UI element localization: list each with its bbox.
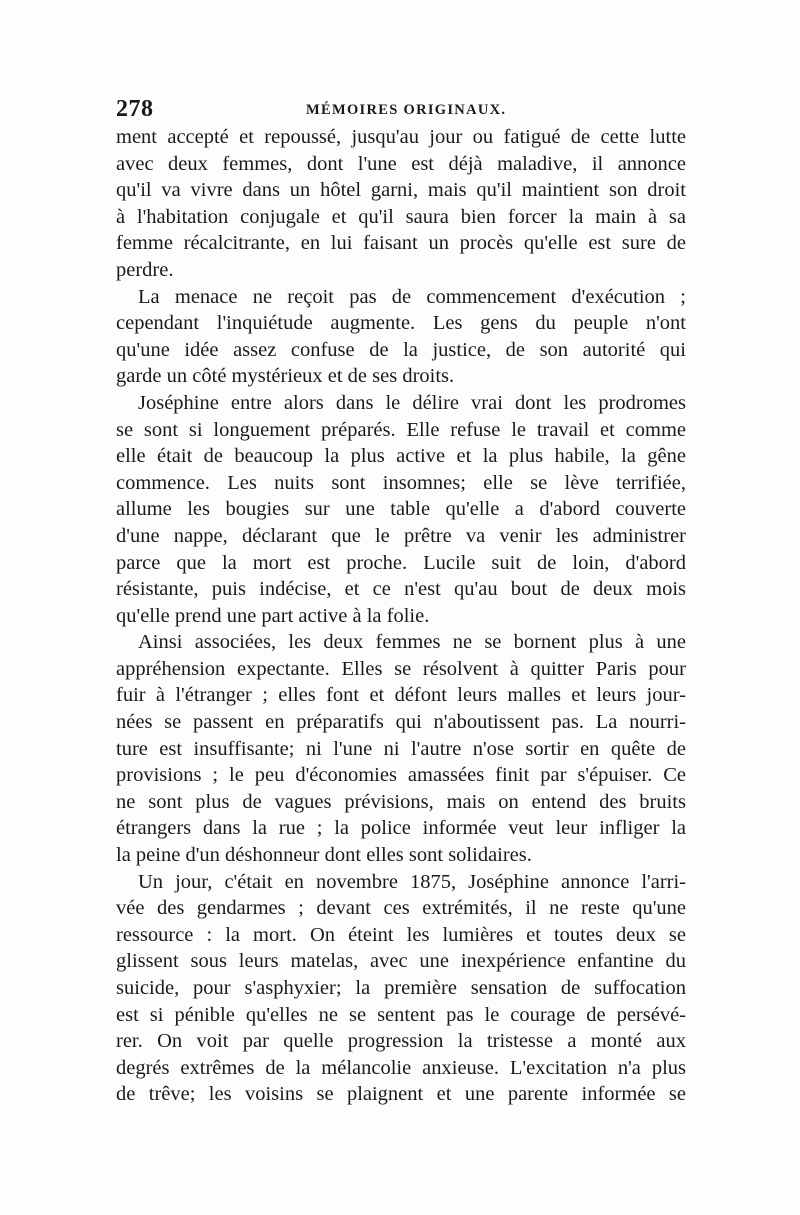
running-title: MÉMOIRES ORIGINAUX. <box>306 102 507 118</box>
text-line: fuir à l'étranger ; elles font et défont leurs malles et leurs jour- <box>116 684 686 707</box>
text-line: ture est insuffisante; ni l'une ni l'autre n'ose sortir en quête de <box>116 737 686 760</box>
text-line: la peine d'un déshonneur dont elles sont solidaires. <box>116 844 532 867</box>
text-line: est si pénible qu'elles ne se sentent pas le courage de persévé- <box>116 1003 686 1026</box>
text-line: qu'elle prend une part active à la folie. <box>116 604 430 627</box>
text-line: La menace ne reçoit pas de commencement d'exécution ; <box>138 285 686 308</box>
text-line: commence. Les nuits sont insomnes; elle se lève terrifiée, <box>116 471 686 494</box>
text-line: qu'il va vivre dans un hôtel garni, mais qu'il maintient son droit <box>116 179 686 202</box>
text-line: garde un côté mystérieux et de ses droits. <box>116 365 455 388</box>
text-line: allume les bougies sur une table qu'elle a d'abord couverte <box>116 498 686 521</box>
text-line: d'une nappe, déclarant que le prêtre va venir les administrer <box>116 524 686 547</box>
text-line: glissent sous leurs matelas, avec une inexpérience enfantine du <box>116 950 686 973</box>
text-line: ment accepté et repoussé, jusqu'au jour ou fatigué de cette lutte <box>116 126 686 148</box>
text-line: résistante, puis indécise, et ce n'est qu'au bout de deux mois <box>116 578 686 601</box>
page-number: 278 <box>116 96 154 122</box>
text-line: elle était de beaucoup la plus active et la plus habile, la gêne <box>116 445 686 468</box>
text-line: à l'habitation conjugale et qu'il saura bien forcer la main à sa <box>116 205 686 228</box>
text-line: femme récalcitrante, en lui faisant un procès qu'elle est sure de <box>116 232 686 255</box>
text-line: Joséphine entre alors dans le délire vrai dont les prodromes <box>138 391 686 414</box>
text-line: de trêve; les voisins se plaignent et une parente informée se <box>116 1083 686 1106</box>
text-line: nées se passent en préparatifs qui n'aboutissent pas. La nourri- <box>116 711 686 734</box>
text-line: degrés extrêmes de la mélancolie anxieuse. L'excitation n'a plus <box>116 1056 686 1079</box>
text-line: suicide, pour s'asphyxier; la première sensation de suffocation <box>116 977 686 999</box>
text-line: se sont si longuement préparés. Elle refuse le travail et comme <box>116 418 686 441</box>
body-text <box>116 124 686 1108</box>
text-line: appréhension expectante. Elles se résolvent à quitter Paris pour <box>116 657 686 680</box>
text-line: étrangers dans la rue ; la police informée veut leur infliger la <box>116 817 686 840</box>
text-line: Ainsi associées, les deux femmes ne se bornent plus à une <box>138 631 686 654</box>
page-header <box>116 96 686 126</box>
text-line: avec deux femmes, dont l'une est déjà maladive, il annonce <box>116 152 686 175</box>
text-line: parce que la mort est proche. Lucile suit de loin, d'abord <box>116 551 686 574</box>
text-line: provisions ; le peu d'économies amassées finit par s'épuiser. Ce <box>116 764 686 787</box>
text-line: perdre. <box>116 258 174 281</box>
text-line: ressource : la mort. On éteint les lumières et toutes deux se <box>116 923 686 946</box>
text-line: rer. On voit par quelle progression la tristesse a monté aux <box>116 1030 686 1053</box>
text-line: qu'une idée assez confuse de la justice, de son autorité qui <box>116 338 686 361</box>
text-line: vée des gendarmes ; devant ces extrémités, il ne reste qu'une <box>116 897 686 920</box>
text-line: ne sont plus de vagues prévisions, mais on entend des bruits <box>116 790 686 813</box>
text-line: cependant l'inquiétude augmente. Les gens du peuple n'ont <box>116 312 686 335</box>
text-line: Un jour, c'était en novembre 1875, Joséphine annonce l'arri- <box>138 870 686 893</box>
